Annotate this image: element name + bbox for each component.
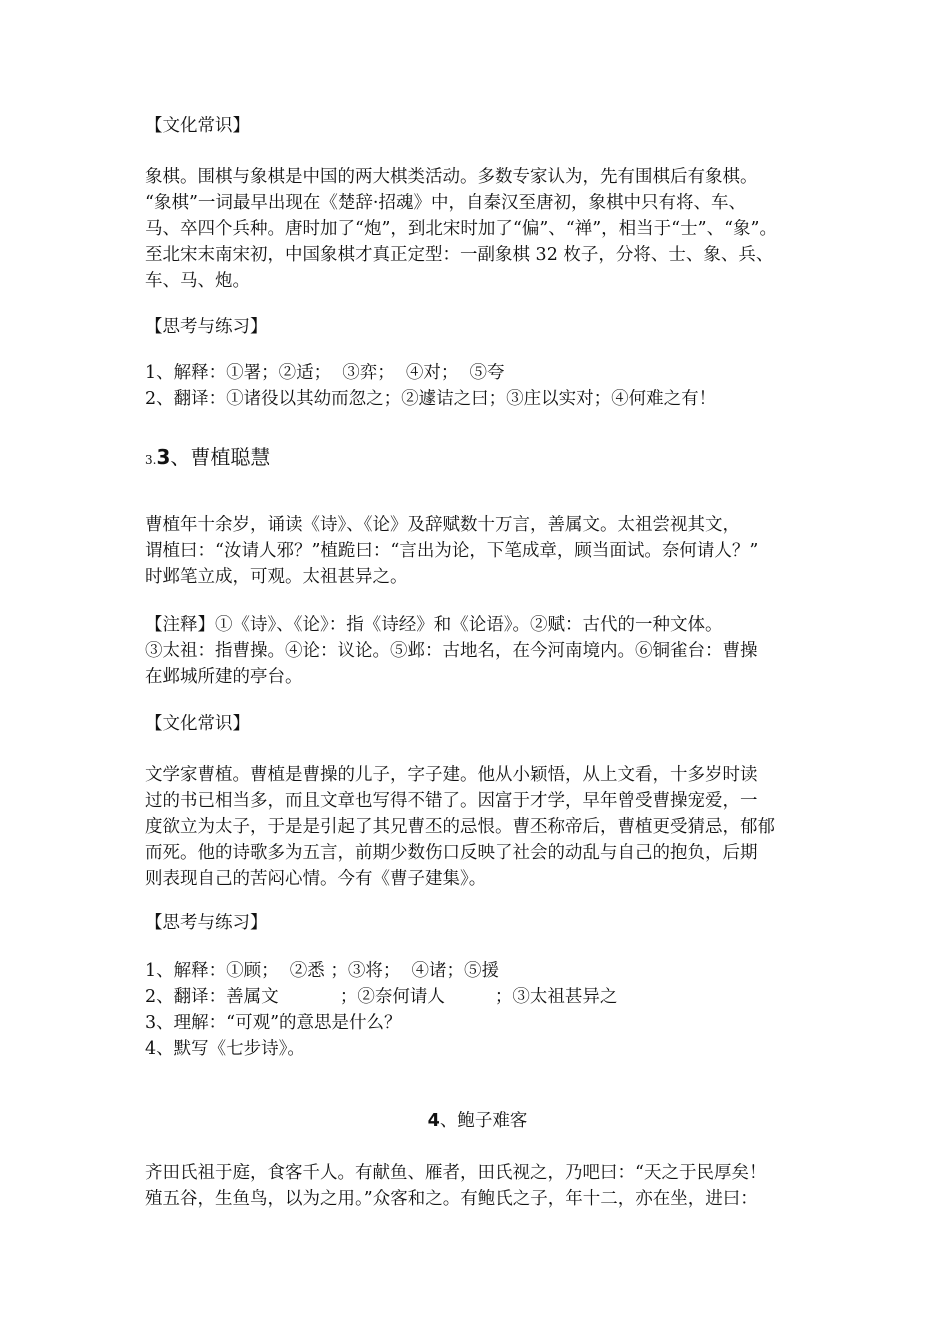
- s2-culture-line-3: 马、卒四个兵种。唐时加了“炮”，到北宋时加了“偏”、“禅”，相当于“士”、“象”。: [145, 219, 777, 239]
- s2-culture-heading: 【文化常识】: [145, 116, 250, 136]
- s2-practice-section: [145, 314, 810, 340]
- s3-notes-line-1: 【注释】①《诗》、《论》：指《诗经》和《论语》。②赋：古代的一种文体。: [145, 615, 723, 635]
- s3-culture-line-3: 度欲立为太子，于是是引起了其兄曹丕的忌恨。曹丕称帝后，曹植更受猜忌，郁郁: [145, 817, 775, 837]
- s2-practice-body: [145, 360, 810, 412]
- s4-text-line-1: 齐田氏祖于庭，食客千人。有献鱼、雁者，田氏视之，乃吧曰：“天之于民厚矣！: [145, 1163, 767, 1183]
- s3-text-line-2: 谓植曰：“汝请人邪？”植跪曰：“言出为论，下笔成章，顾当面试。奈何请人？”: [145, 541, 759, 561]
- s3-practice-heading: 【思考与练习】: [145, 913, 268, 933]
- s3-culture-line-5: 则表现自己的苦闷心情。今有《曹子建集》。: [145, 869, 487, 889]
- s3-practice-line-2: 2、翻译：善属文 ；②奈何请人 ；③太祖甚异之: [145, 987, 618, 1007]
- s3-practice-line-3: 3、理解：“可观”的意思是什么？: [145, 1013, 402, 1033]
- s3-title: [145, 442, 810, 475]
- s3-culture-body: [145, 762, 810, 892]
- s4-title-number: 4: [427, 1111, 440, 1131]
- s3-text-line-3: 时邺笔立成，可观。太祖甚异之。: [145, 567, 408, 587]
- s2-culture-line-1: 象棋。围棋与象棋是中国的两大棋类活动。多数专家认为，先有围棋后有象棋。: [145, 167, 758, 187]
- s3-practice-line-4: 4、默写《七步诗》。: [145, 1039, 305, 1059]
- s3-notes-line-2: ③太祖：指曹操。④论：议论。⑤邺：古地名，在今河南境内。⑥铜雀台：曹操: [145, 641, 758, 661]
- s3-culture-heading: 【文化常识】: [145, 714, 250, 734]
- s3-title-text: 、曹植聪慧: [170, 445, 271, 469]
- s3-text-line-1: 曹植年十余岁，诵读《诗》、《论》及辞赋数十万言，善属文。太祖尝视其文，: [145, 515, 740, 535]
- s4-title-text: 、鲍子难客: [439, 1111, 528, 1131]
- s3-culture-line-2: 过的书已相当多，而且文章也写得不错了。因富于才学，早年曾受曹操宠爱，一: [145, 791, 758, 811]
- s2-culture-line-4: 至北宋末南宋初，中国象棋才真正定型：一副象棋 32 枚子，分将、士、象、兵、: [145, 245, 774, 265]
- s3-practice-section: [145, 910, 810, 936]
- s3-notes-line-3: 在邺城所建的亭台。: [145, 667, 303, 687]
- s3-culture-line-4: 而死。他的诗歌多为五言，前期少数伤口反映了社会的动乱与自己的抱负，后期: [145, 843, 758, 863]
- s3-notes: [145, 612, 810, 690]
- s3-title-number: 3: [156, 445, 171, 469]
- s4-title: [145, 1108, 810, 1134]
- s2-culture-body: [145, 164, 810, 294]
- s2-practice-line-1: 1、解释：①署；②适； ③弈； ④对； ⑤夸: [145, 363, 505, 383]
- s2-practice-line-2: 2、翻译：①诸役以其幼而忽之；②遽诘之曰；③庄以实对；④何难之有！: [145, 389, 717, 409]
- s2-culture-line-5: 车、马、炮。: [145, 271, 250, 291]
- s3-title-prefix: 3.: [145, 453, 157, 467]
- s4-text-line-2: 殖五谷，生鱼鸟，以为之用。”众客和之。有鲍氏之子，年十二，亦在坐，进曰：: [145, 1189, 758, 1209]
- s2-practice-heading: 【思考与练习】: [145, 317, 268, 337]
- s3-culture-line-1: 文学家曹植。曹植是曹操的儿子，字子建。他从小颖悟，从上文看，十多岁时读: [145, 765, 758, 785]
- s3-practice-line-1: 1、解释：①顾； ②悉 ；③将； ④诸；⑤援: [145, 961, 499, 981]
- s2-culture-line-2: “象棋”一词最早出现在《楚辞·招魂》中，自秦汉至唐初，象棋中只有将、车、: [145, 193, 746, 213]
- s2-culture-section: [145, 113, 810, 139]
- s4-text: [145, 1160, 810, 1212]
- s3-practice-body: [145, 958, 810, 1062]
- s3-text: [145, 512, 810, 590]
- s3-culture-section: [145, 711, 810, 737]
